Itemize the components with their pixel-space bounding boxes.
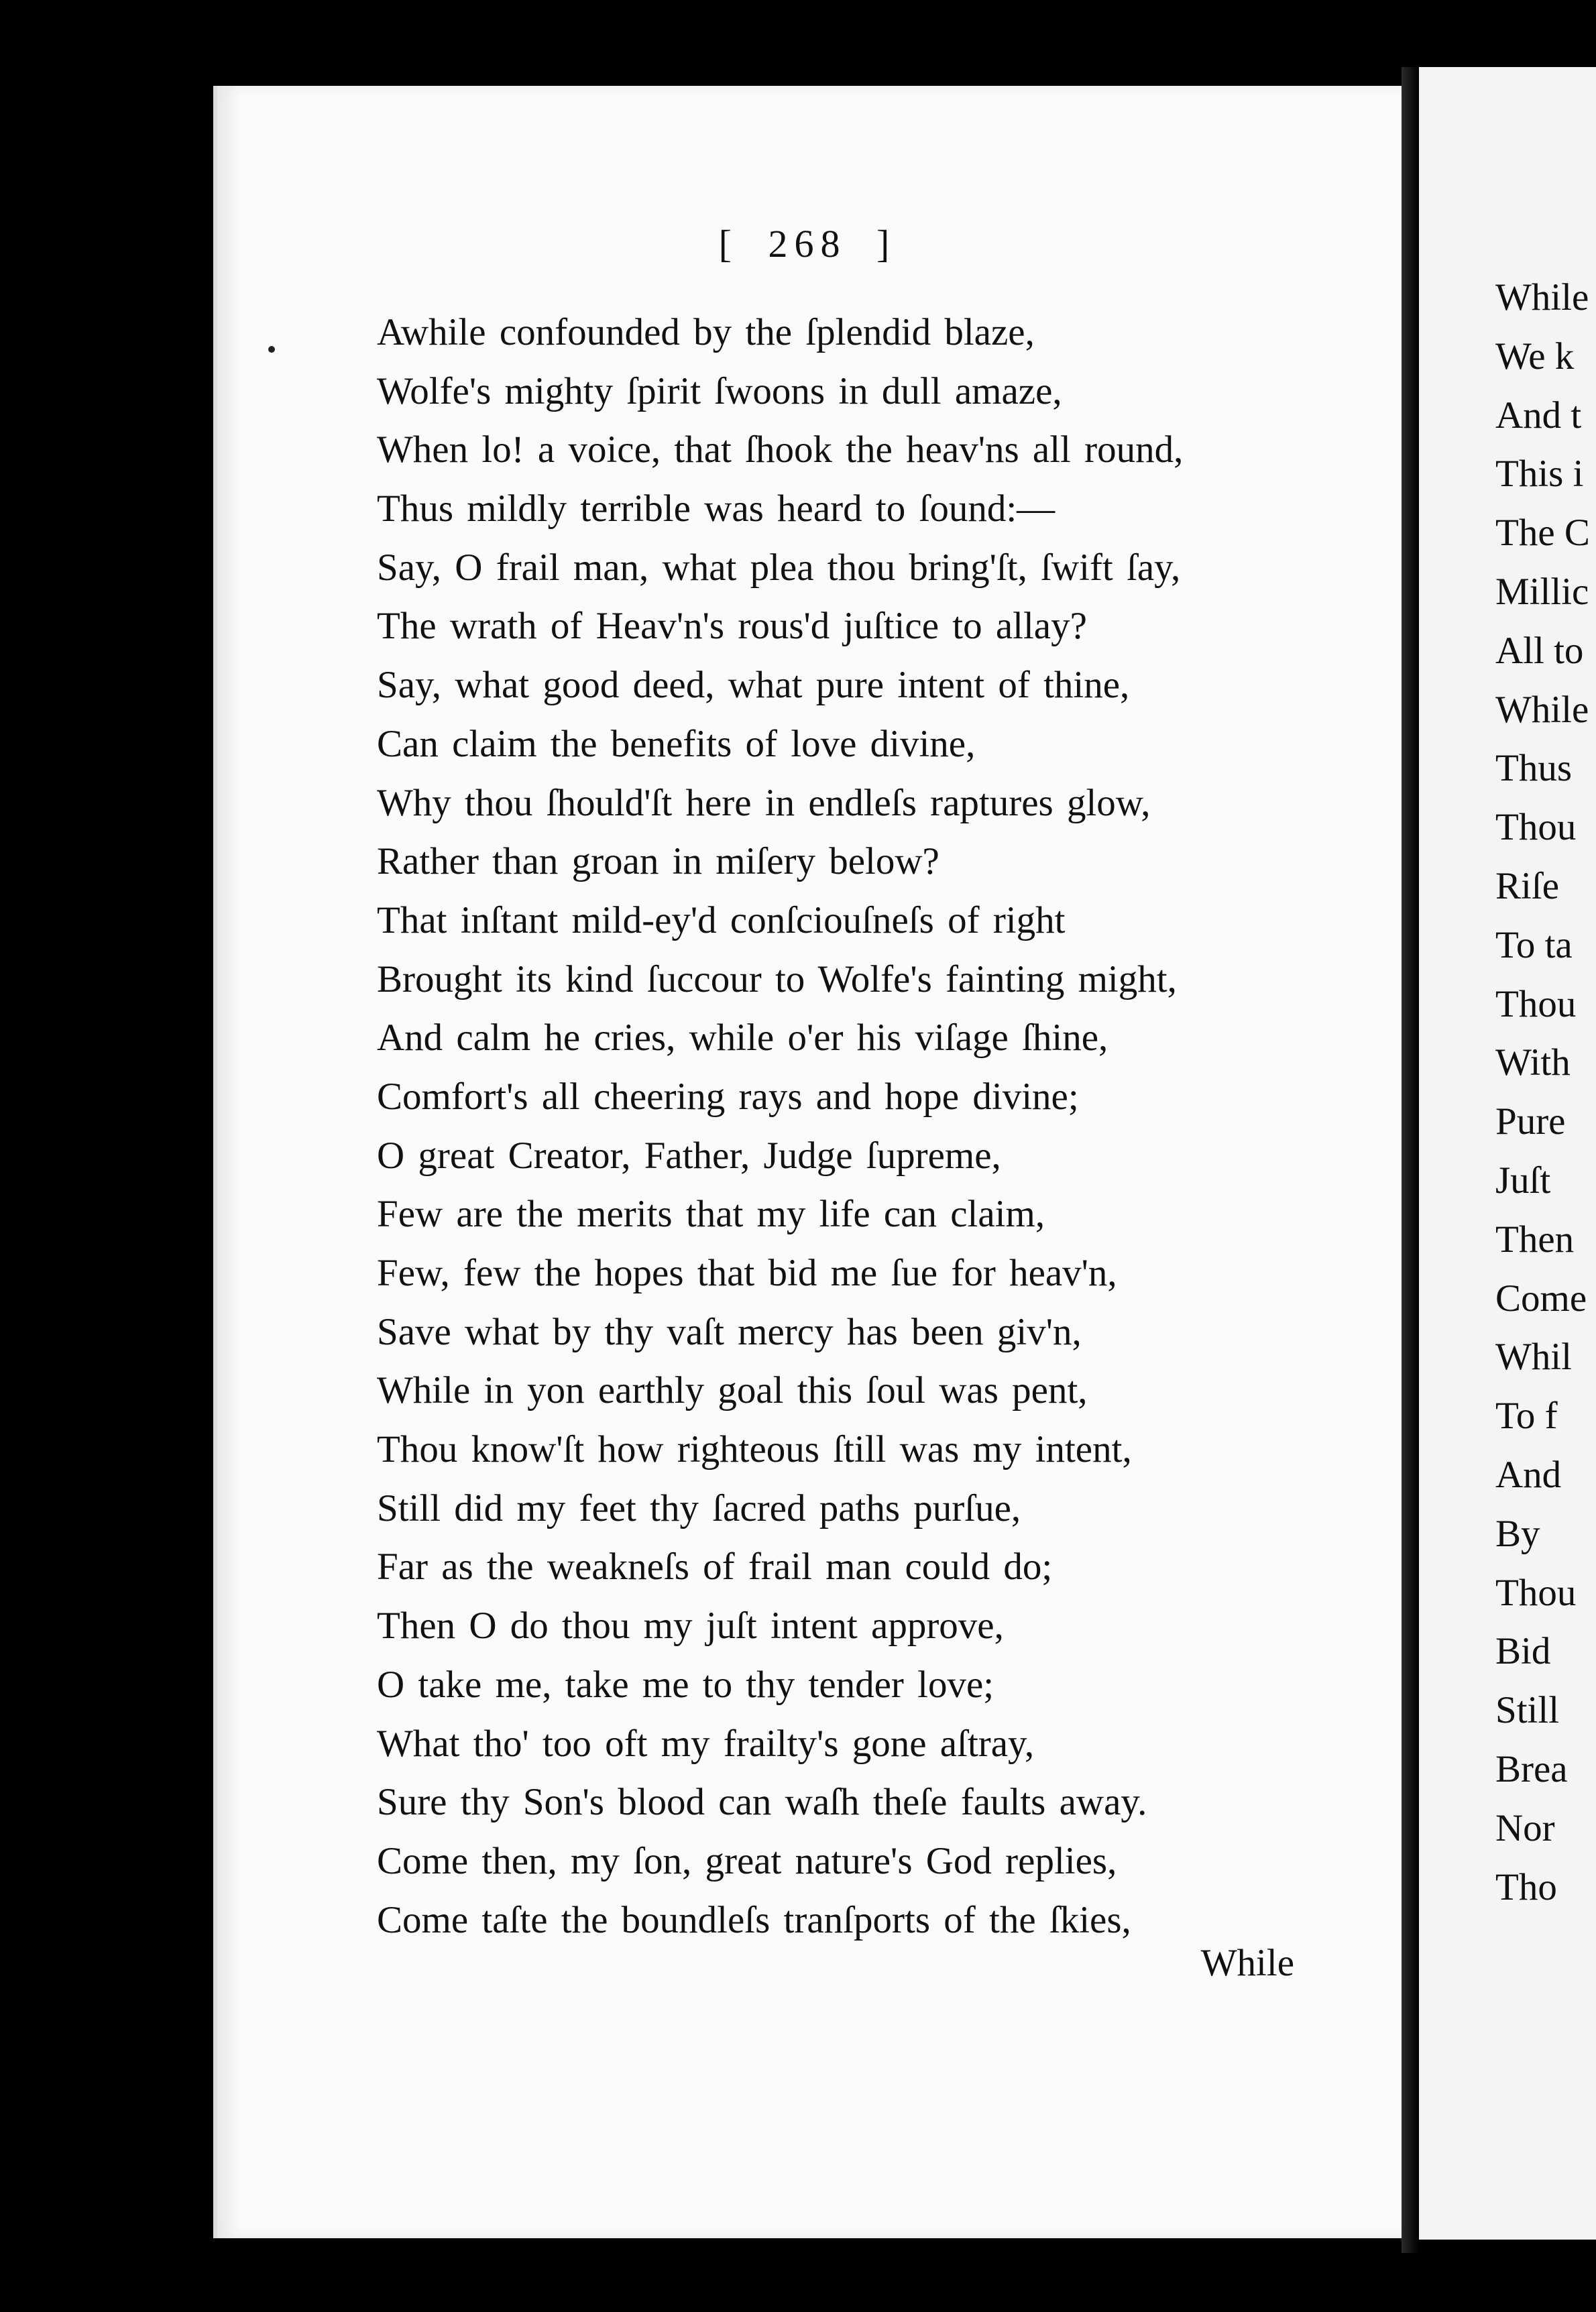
book-gutter [1402,67,1419,2253]
poem-line: Come taſte the boundleſs tranſports of the ſkies, [377,1898,1131,1941]
facing-page-line: While [1495,276,1589,319]
facing-page-line: We k [1495,335,1575,378]
poem-line: Still did my feet thy ſacred paths purſue, [377,1487,1021,1529]
facing-page-line: Then [1495,1218,1575,1261]
facing-page-line: Juſt [1495,1159,1551,1202]
poem-line: Why thou ſhould'ſt here in endleſs raptures glow, [377,781,1151,824]
poem-line: Brought its kind ſuccour to Wolfe's fainting might, [377,958,1177,1000]
poem-line: Sure thy Son's blood can waſh theſe faults away. [377,1781,1147,1824]
poem-line: Can claim the benefits of love divine, [377,722,976,765]
facing-page-line: Thus [1495,747,1572,790]
facing-page-line: Nor [1495,1806,1555,1849]
poem-line: Then O do thou my juſt intent approve, [377,1605,1004,1648]
facing-page-line: By [1495,1512,1540,1555]
facing-page-line: To ta [1495,923,1573,966]
facing-page-line: Thou [1495,806,1577,849]
poem-line: The wrath of Heav'n's rous'd juſtice to allay? [377,605,1087,648]
facing-page-line: Brea [1495,1747,1568,1790]
poem-line: Wolfe's mighty ſpirit ſwoons in dull amaze, [377,369,1062,412]
poem-line: Few are the merits that my life can claim, [377,1193,1045,1236]
poem-line: Few, few the hopes that bid me ſue for heav'n, [377,1252,1117,1294]
ink-speck [268,346,275,353]
poem-line: Come then, my ſon, great nature's God replies, [377,1839,1117,1882]
poem-line: O take me, take me to thy tender love; [377,1663,994,1706]
facing-page-line: Bid [1495,1630,1551,1673]
poem-line: Thus mildly terrible was heard to ſound:— [377,487,1056,530]
facing-page-line: Millic [1495,570,1589,613]
poem-line: Comfort's all cheering rays and hope divine; [377,1075,1079,1118]
poem-line: Save what by thy vaſt mercy has been giv'n, [377,1310,1082,1353]
poem-line: O great Creator, Father, Judge ſupreme, [377,1134,1001,1177]
facing-page-line: Still [1495,1689,1560,1732]
poem-line: Thou know'ſt how righteous ſtill was my intent, [377,1428,1132,1471]
poem-line: Say, what good deed, what pure intent of thine, [377,664,1130,707]
facing-page-line: Pure [1495,1100,1566,1143]
catchword: While [1200,1942,1294,1984]
poem-line: That inſtant mild-ey'd conſciouſneſs of right [377,899,1066,941]
facing-page-line: While [1495,688,1589,731]
facing-page-line: The C [1495,512,1590,555]
facing-page-line: And [1495,1453,1562,1496]
facing-page-text [1495,268,1596,1916]
poem-line: What tho' too oft my frailty's gone aſtray, [377,1722,1035,1765]
facing-page-line: Riſe [1495,864,1559,907]
poem-line: While in yon earthly goal this ſoul was pent, [377,1369,1088,1412]
facing-page-line: Come [1495,1277,1587,1320]
facing-page-line: Tho [1495,1865,1557,1908]
facing-page-line: Thou [1495,982,1577,1025]
poem-line: Rather than groan in miſery below? [377,840,939,883]
poem-line: Say, O frail man, what plea thou bring'ſt, ſwift ſay, [377,546,1181,589]
poem-line: Awhile confounded by the ſplendid blaze, [377,311,1035,353]
facing-page-line: Whil [1495,1336,1572,1379]
facing-page-line: All to [1495,629,1584,672]
facing-page-line: And t [1495,394,1582,437]
facing-page-line: To f [1495,1395,1558,1438]
facing-page-line: Thou [1495,1571,1577,1614]
poem-text [377,303,1302,1949]
poem-line: Far as the weakneſs of frail man could do; [377,1546,1053,1588]
poem-line: When lo! a voice, that ſhook the heav'ns all round, [377,428,1184,471]
page-number: [ 268 ] [718,222,897,266]
poem-line: And calm he cries, while o'er his viſage ſhine, [377,1017,1108,1059]
facing-page-line: With [1495,1041,1571,1084]
facing-page-line: This i [1495,453,1584,496]
